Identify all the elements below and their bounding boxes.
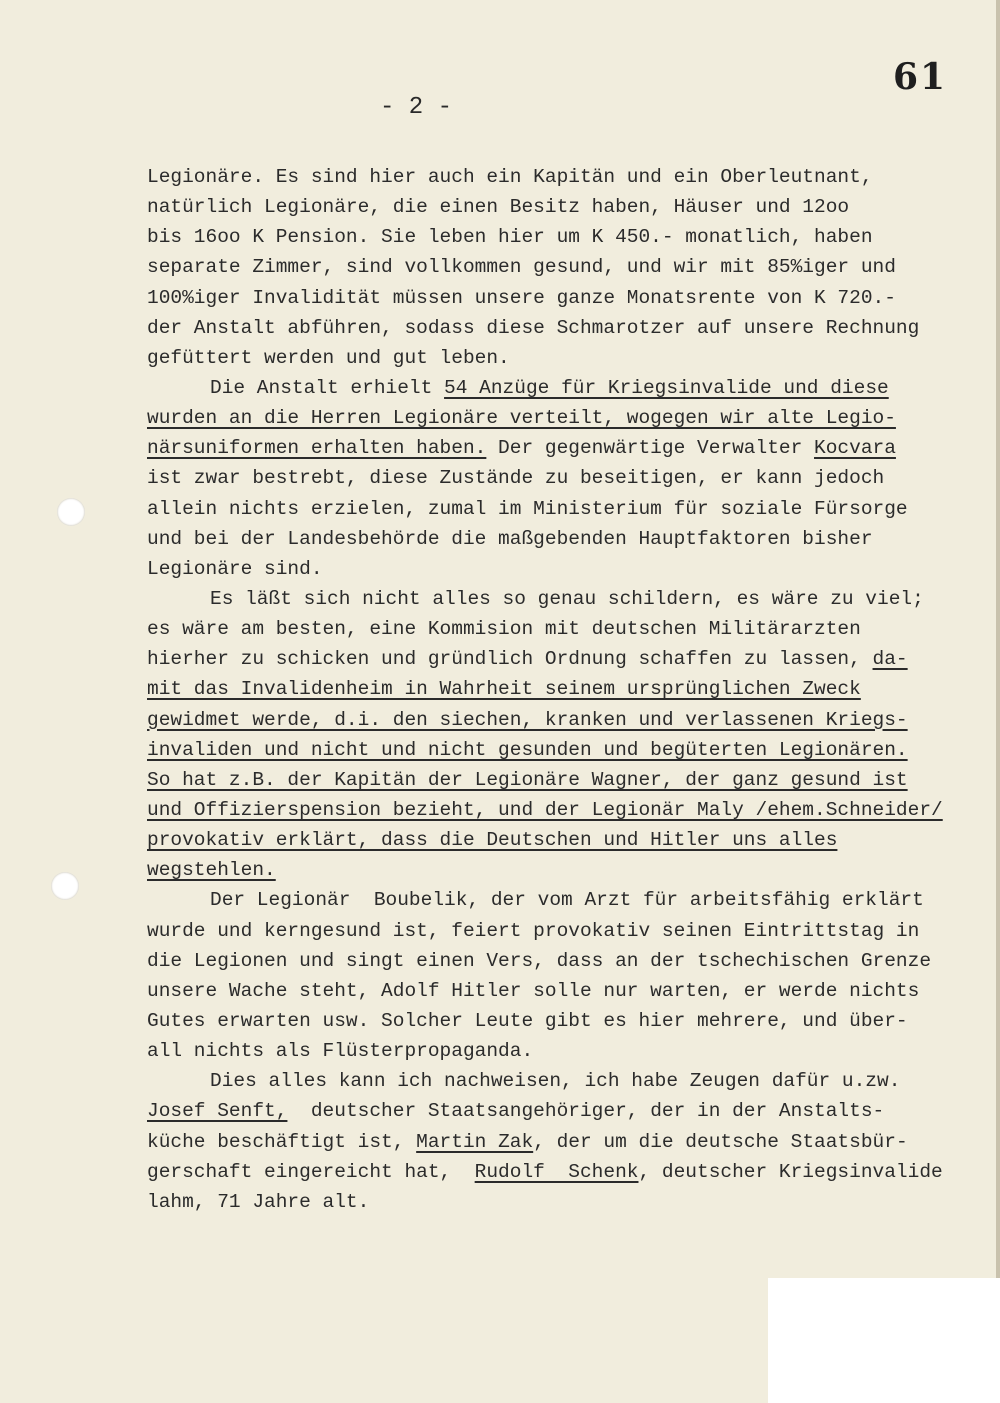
text-line [147,192,943,222]
text-segment: Der gegenwärtige Verwalter [486,437,815,460]
text-line [147,343,943,373]
underlined-text: wurden an die Herren Legionäre verteilt, wogegen wir alte Legio- [147,407,896,430]
text-segment: küche beschäftigt ist, [147,1130,417,1153]
text-segment: allein nichts erzielen, zumal im Ministerium für soziale Fürsorge [147,497,908,520]
underlined-text: Rudolf Schenk [474,1160,639,1183]
text-line [147,885,943,915]
underlined-text: Kocvara [814,437,896,460]
text-line [147,1157,943,1187]
text-segment: es wäre am besten, eine Kommision mit deutschen Militärarzten [147,618,861,641]
text-segment: natürlich Legionäre, die einen Besitz haben, Häuser und 12oo [147,196,850,219]
scan-corner [768,1278,1000,1403]
text-line [147,644,943,674]
text-line [147,855,943,885]
text-line [147,765,943,795]
text-line [147,916,943,946]
text-line [147,524,943,554]
underlined-text: da- [872,648,908,671]
text-segment: gefüttert werden und gut leben. [147,346,510,369]
text-segment: Dies alles kann ich nachweisen, ich habe Zeugen dafür u.zw. [210,1070,901,1093]
text-line [147,946,943,976]
underlined-text: So hat z.B. der Kapitän der Legionäre Wagner, der ganz gesund ist [147,768,908,791]
text-line [147,1036,943,1066]
text-segment: und bei der Landesbehörde die maßgebenden Hauptfaktoren bisher [147,527,873,550]
underlined-text: invaliden und nicht und nicht gesunden und begüterten Legionären. [147,738,908,761]
text-line [147,222,943,252]
underlined-text: gewidmet werde, d.i. den siechen, kranken und verlassenen Kriegs- [147,708,908,731]
folio-number: 61 [893,56,948,98]
text-segment: deutscher Staatsangehöriger, der in der Anstalts- [287,1100,885,1123]
text-segment: 100%iger Invalidität müssen unsere ganze Monatsrente von K 720.- [147,286,896,309]
text-line [147,1127,943,1157]
underlined-text: 54 Anzüge für Kriegsinvalide und diese [444,376,889,399]
text-segment: wurde und kerngesund ist, feiert provokativ seinen Eintrittstag in [147,919,920,942]
text-line [147,795,943,825]
text-segment: Es läßt sich nicht alles so genau schildern, es wäre zu viel; [210,587,924,610]
text-line [147,162,943,192]
text-line [147,494,943,524]
text-line [147,976,943,1006]
text-line [147,705,943,735]
punch-hole-bottom [51,872,79,900]
text-line [147,283,943,313]
underlined-text: und Offizierspension bezieht, und der Legionär Maly /ehem.Schneider/ [147,798,943,821]
text-line [147,735,943,765]
text-segment: der Anstalt abführen, sodass diese Schmarotzer auf unsere Rechnung [147,316,920,339]
text-segment: Legionäre. Es sind hier auch ein Kapitän und ein Oberleutnant, [147,166,873,188]
text-line [147,463,943,493]
text-line [147,433,943,463]
underlined-text: närsuniformen erhalten haben. [147,437,487,460]
underlined-text: provokativ erklärt, dass die Deutschen und Hitler uns alles [147,829,838,852]
text-segment: , der um die deutsche Staatsbür- [533,1130,908,1153]
text-segment: gerschaft eingereicht hat, [147,1160,475,1183]
underlined-text: wegstehlen. [147,859,276,882]
body-text [147,162,943,1217]
underlined-text: Josef Senft, [147,1100,288,1123]
text-segment: lahm, 71 Jahre alt. [147,1190,370,1213]
text-segment: unsere Wache steht, Adolf Hitler solle nur warten, er werde nichts [147,979,920,1002]
text-segment: ist zwar bestrebt, diese Zustände zu beseitigen, er kann jedoch [147,467,885,490]
text-line [147,825,943,855]
punch-hole-top [57,498,85,526]
text-segment: Legionäre sind. [147,557,323,580]
text-line [147,252,943,282]
underlined-text: mit das Invalidenheim in Wahrheit seinem ursprünglichen Zweck [147,678,861,701]
text-line [147,674,943,704]
text-line [147,373,943,403]
text-segment: Die Anstalt erhielt [210,376,445,399]
text-line [147,614,943,644]
text-segment: , deutscher Kriegsinvalide [638,1160,943,1183]
text-line [147,584,943,614]
text-line [147,1066,943,1096]
text-segment: all nichts als Flüsterpropaganda. [147,1040,534,1063]
text-line [147,403,943,433]
text-line [147,554,943,584]
page-number: - 2 - [380,94,453,121]
text-segment: Der Legionär Boubelik, der vom Arzt für arbeitsfähig erklärt [210,889,924,912]
text-line [147,313,943,343]
text-segment: bis 16oo K Pension. Sie leben hier um K 450.- monatlich, haben [147,226,873,249]
underlined-text: Martin Zak [416,1130,534,1153]
text-segment: separate Zimmer, sind vollkommen gesund, und wir mit 85%iger und [147,256,896,279]
text-segment: Gutes erwarten usw. Solcher Leute gibt es hier mehrere, und über- [147,1009,908,1032]
text-line [147,1006,943,1036]
text-segment: die Legionen und singt einen Vers, dass an der tschechischen Grenze [147,949,932,972]
text-segment: hierher zu schicken und gründlich Ordnung schaffen zu lassen, [147,648,873,671]
text-line [147,1096,943,1126]
text-line [147,1187,943,1217]
